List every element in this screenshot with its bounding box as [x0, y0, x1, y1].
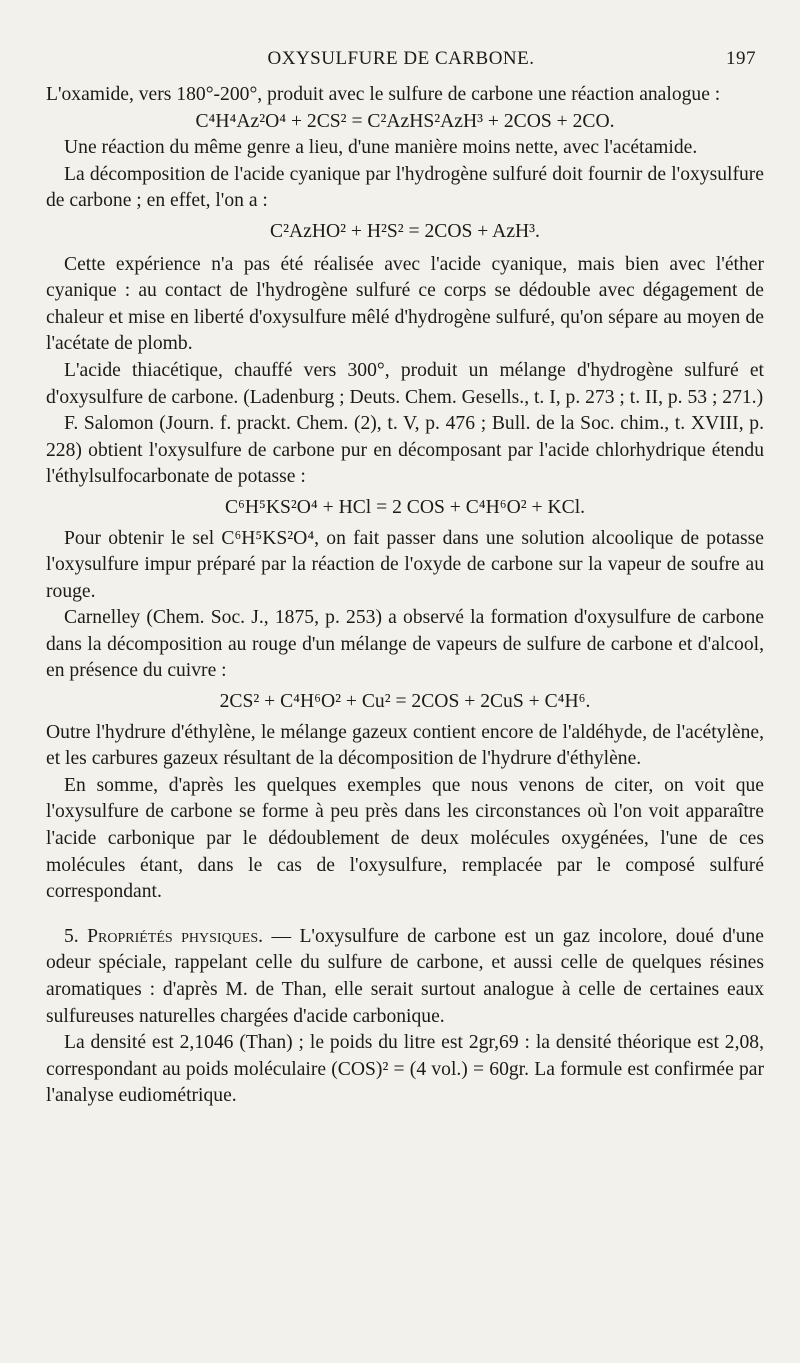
equation: C⁴H⁴Az²O⁴ + 2CS² = C²AzHS²AzH³ + 2COS + 2CO. [195, 110, 615, 132]
paragraph: Cette expérience n'a pas été réalisée avec l'acide cyanique, mais bien avec l'éther cyanique : au contact de l'hydrogène sulfuré ce corps se dédouble avec dégagement de chaleur et mise en liberté d'oxysulfure mêlé d'hydrogène sulfuré, qu'on sépare au moyen de l'acétate de plomb. [46, 253, 764, 355]
section-text: — L'oxysulfure de carbone est un gaz incolore, doué d'une odeur spéciale, rappelant celle du sulfure de carbone, et aussi celle de quelques résines aromatiques : d'après M. de Than, elle serait surtout analogue à celle de certaines eaux sulfureuses naturelles chargées d'acide carbonique. [46, 925, 764, 1027]
page-number: 197 [726, 48, 756, 69]
paragraph: La décomposition de l'acide cyanique par l'hydrogène sulfuré doit fournir de l'oxysulfure de carbone ; en effet, l'on a : [46, 163, 764, 212]
section-paragraph [46, 924, 764, 1030]
body-text [46, 82, 764, 1110]
paragraph: Carnelley (Chem. Soc. J., 1875, p. 253) a observé la formation d'oxysulfure de carbone dans la décomposition au rouge d'un mélange de vapeurs de sulfure de carbone et d'alcool, en présence du cuivre : [46, 607, 764, 682]
equation: C²AzHO² + H²S² = 2COS + AzH³. [270, 220, 540, 242]
paragraph: Pour obtenir le sel C⁶H⁵KS²O⁴, on fait passer dans une solution alcoolique de potasse l'oxysulfure impur préparé par la réaction de l'oxyde de carbone sur la vapeur de soufre au rouge. [46, 527, 764, 602]
equation: 2CS² + C⁴H⁶O² + Cu² = 2COS + 2CuS + C⁴H⁶. [219, 691, 591, 713]
paragraph: Outre l'hydrure d'éthylène, le mélange gazeux contient encore de l'aldéhyde, de l'acétylène, et les carbures gazeux résultant de la décomposition de l'hydrure d'éthylène. [46, 721, 764, 770]
section-gap [46, 906, 764, 924]
paragraph: L'oxamide, vers 180°-200°, produit avec le sulfure de carbone une réaction analogue : [46, 84, 721, 105]
paragraph: F. Salomon (Journ. f. prackt. Chem. (2), t. V, p. 476 ; Bull. de la Soc. chim., t. XVIII, p. 228) obtient l'oxysulfure de carbone pur en décomposant par l'acide chlorhydrique étendu l'éthylsulfocarbonate de potasse : [46, 413, 764, 488]
section-number: 5. [64, 925, 79, 947]
section-heading: Propriétés physiques. [87, 925, 264, 947]
running-title: OXYSULFURE DE CARBONE. [267, 48, 535, 69]
paragraph: L'acide thiacétique, chauffé vers 300°, produit un mélange d'hydrogène sulfuré et d'oxysulfure de carbone. (Ladenburg ; Deuts. Chem. Gesells., t. I, p. 273 ; t. II, p. 53 ; 271.) [46, 359, 764, 408]
paragraph: En somme, d'après les quelques exemples que nous venons de citer, on voit que l'oxysulfure de carbone se forme à peu près dans les circonstances où l'on voit apparaître l'acide carbonique par le dédoublement de deux molécules oxygénées, l'une de ces molécules étant, dans le cas de l'oxysulfure, remplacée par le composé sulfuré correspondant. [46, 774, 764, 903]
equation: C⁶H⁵KS²O⁴ + HCl = 2 COS + C⁴H⁶O² + KCl. [224, 496, 586, 518]
running-header [46, 48, 756, 74]
paragraph: Une réaction du même genre a lieu, d'une manière moins nette, avec l'acétamide. [64, 137, 698, 159]
paragraph: La densité est 2,1046 (Than) ; le poids du litre est 2gr,69 : la densité théorique est 2,08, correspondant au poids moléculaire (COS)² = (4 vol.) = 60gr. La formule est confirmée par l'analyse eudiométrique. [46, 1032, 764, 1107]
